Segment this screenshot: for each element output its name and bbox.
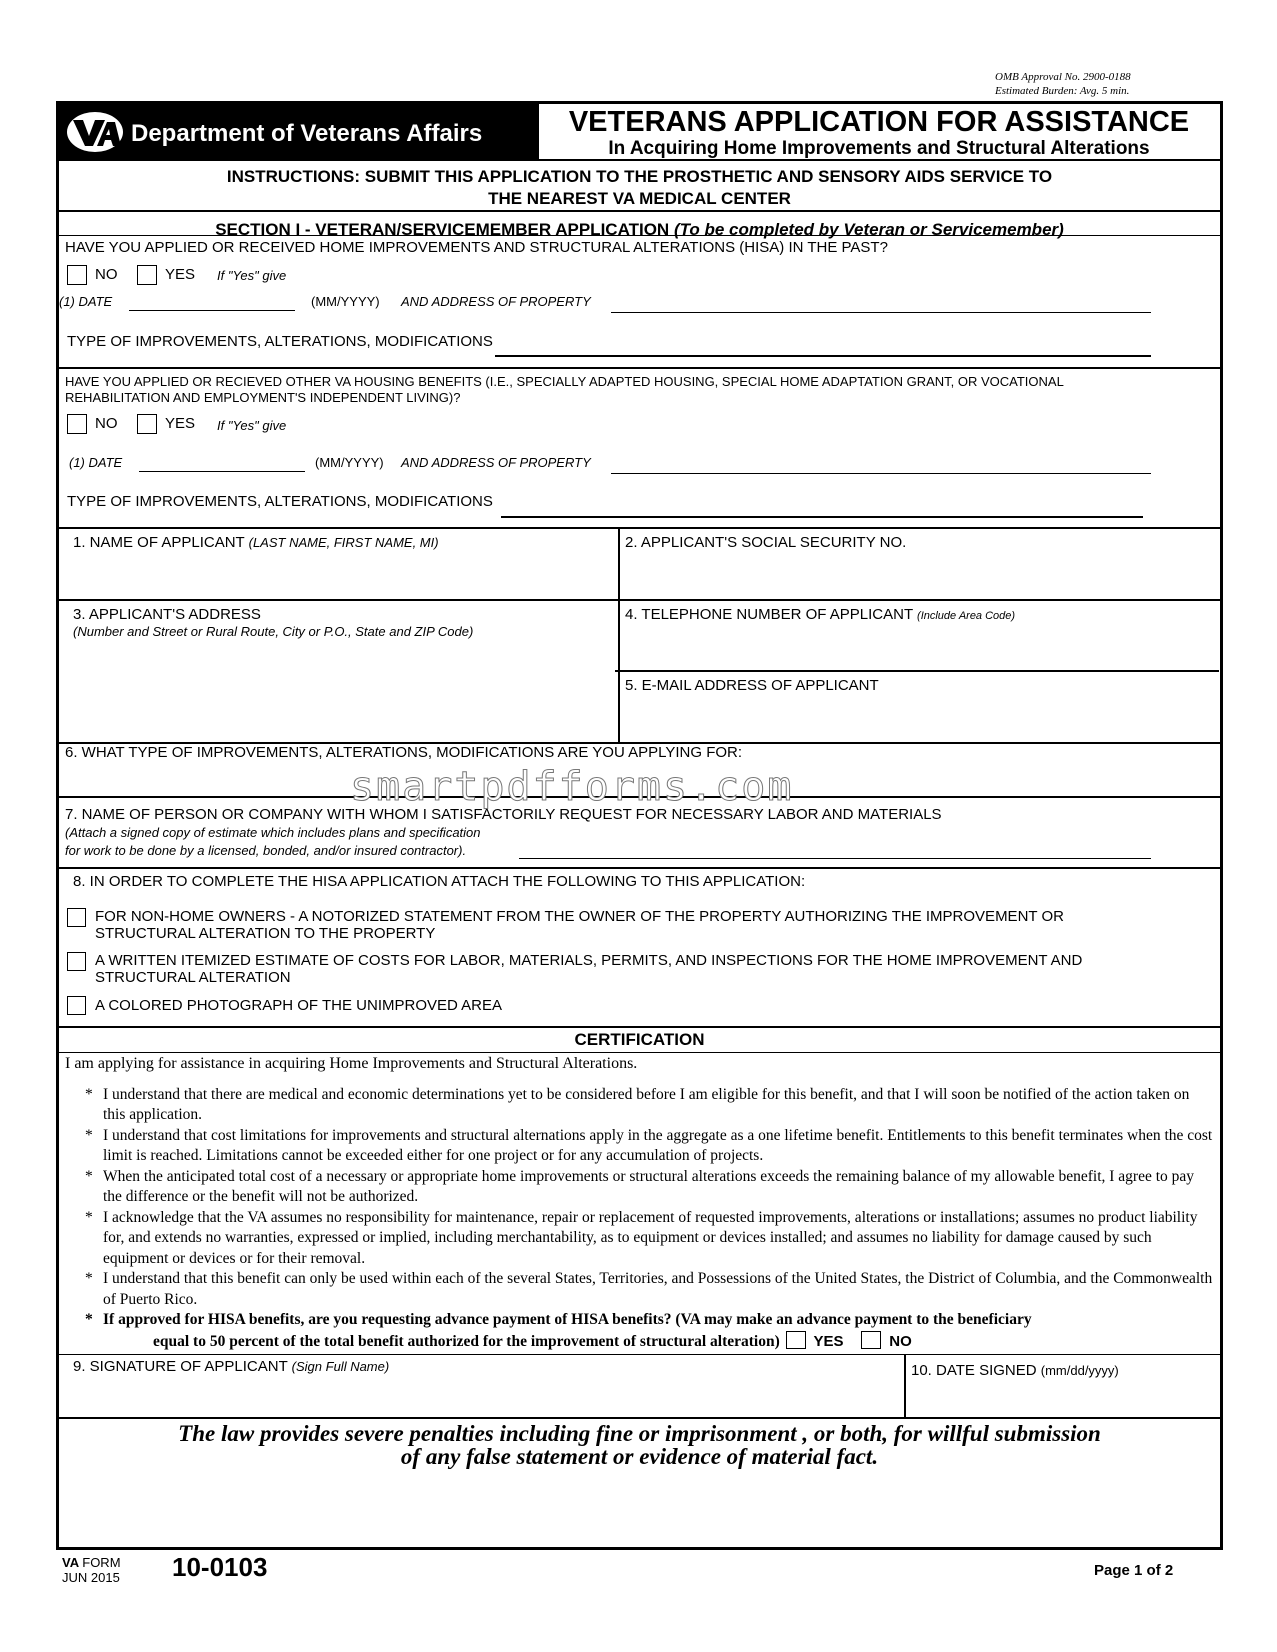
- field-10-title: 10. DATE SIGNED: [911, 1362, 1037, 1379]
- hisa-if-yes: If "Yes" give: [217, 268, 287, 283]
- advance-no-label: NO: [889, 1332, 912, 1350]
- penalty-line-2: of any false statement or evidence of material fact.: [400, 1444, 879, 1469]
- department-banner: [59, 104, 539, 160]
- footer-va: VA: [62, 1555, 79, 1570]
- applicant-address-input[interactable]: [61, 644, 617, 740]
- field-9-note: (Sign Full Name): [291, 1359, 390, 1374]
- hisa-date-format: (MM/YYYY): [311, 294, 380, 309]
- other-type-label: TYPE OF IMPROVEMENTS, ALTERATIONS, MODIFICATIONS: [67, 493, 493, 510]
- certification-bullet-4-text: I acknowledge that the VA assumes no responsibility for maintenance, repair or replacement of requested improvements, alterations or installations; assumes no product liability for, and extends no warranties, expressed or implied, including merchantability, as to equipment or devices installed; and assumes no liability for damage caused by such equipment or devices or for their removal.: [103, 1208, 1198, 1267]
- divider: [59, 367, 1220, 369]
- field-9-label: [73, 1358, 389, 1375]
- va-seal-icon: [65, 110, 125, 154]
- bullet-mark: *: [85, 1270, 93, 1287]
- certification-text: [65, 1054, 1215, 1352]
- attach-estimate-checkbox[interactable]: [67, 952, 86, 971]
- divider: [618, 528, 620, 743]
- field-5-label: 5. E-MAIL ADDRESS OF APPLICANT: [625, 677, 879, 694]
- section-1-note: (To be completed by Veteran or Servicemember): [673, 220, 1064, 239]
- attach-item-2: [95, 952, 1082, 986]
- field-8-label: 8. IN ORDER TO COMPLETE THE HISA APPLICATION ATTACH THE FOLLOWING TO THIS APPLICATION:: [73, 873, 806, 890]
- certification-bullet-2: [65, 1126, 1215, 1167]
- instructions-line-2: THE NEAREST VA MEDICAL CENTER: [488, 189, 791, 208]
- hisa-date-input[interactable]: [129, 310, 295, 311]
- certification-bullet-6: [65, 1310, 1215, 1331]
- divider: [904, 1355, 906, 1417]
- watermark: smartpdfforms.com: [350, 764, 794, 810]
- advance-yes-checkbox[interactable]: [786, 1331, 806, 1349]
- field-4-note: (Include Area Code): [917, 610, 1016, 622]
- attach-item-3: A COLORED PHOTOGRAPH OF THE UNIMPROVED AREA: [95, 997, 503, 1014]
- applicant-name-input[interactable]: [61, 554, 617, 598]
- field-1-title: 1. NAME OF APPLICANT: [73, 534, 245, 551]
- omb-block: [995, 70, 1131, 98]
- other-question-line-2: REHABILITATION AND EMPLOYMENT'S INDEPENDENT LIVING)?: [65, 390, 461, 405]
- penalty-notice: [59, 1422, 1220, 1468]
- form-title-block: [539, 104, 1219, 160]
- hisa-date-label: (1) DATE: [59, 294, 113, 309]
- field-3-note: (Number and Street or Rural Route, City or P.O., State and ZIP Code): [73, 624, 474, 639]
- other-address-input[interactable]: [611, 473, 1151, 474]
- other-date-input[interactable]: [139, 471, 305, 472]
- divider: [59, 599, 1220, 601]
- certification-bullet-4: [65, 1208, 1215, 1270]
- omb-burden: Estimated Burden: Avg. 5 min.: [995, 85, 1130, 97]
- bullet-mark: *: [85, 1311, 93, 1328]
- signature-input[interactable]: [61, 1378, 901, 1414]
- section-1-title: SECTION I - VETERAN/SERVICEMEMBER APPLICATION: [215, 220, 670, 239]
- advance-payment-question-2: equal to 50 percent of the total benefit authorized for the improvement of structural alteration): [153, 1332, 780, 1350]
- certification-bullet-1: [65, 1085, 1215, 1126]
- field-4-label: [625, 606, 1015, 623]
- certification-intro: I am applying for assistance in acquiring Home Improvements and Structural Alterations.: [65, 1055, 638, 1072]
- bullet-mark: *: [85, 1167, 93, 1185]
- divider: [59, 235, 1220, 236]
- field-7-label: 7. NAME OF PERSON OR COMPANY WITH WHOM I SATISFACTORILY REQUEST FOR NECESSARY LABOR AND MATERIALS: [65, 806, 942, 823]
- advance-payment-line-2: [65, 1331, 1215, 1353]
- other-no-label: NO: [95, 415, 118, 432]
- field-10-label: [911, 1362, 1119, 1379]
- other-date-label: (1) DATE: [69, 455, 123, 470]
- certification-bullet-1-text: I understand that there are medical and economic determinations yet to be considered before I am eligible for this benefit, and that I will soon be notified of the action taken on this application.: [103, 1085, 1190, 1123]
- form-subtitle: In Acquiring Home Improvements and Structural Alterations: [608, 138, 1150, 159]
- instructions-line-1: INSTRUCTIONS: SUBMIT THIS APPLICATION TO THE PROSTHETIC AND SENSORY AIDS SERVICE TO: [226, 167, 1053, 186]
- other-address-label: AND ADDRESS OF PROPERTY: [401, 455, 591, 470]
- hisa-yes-label: YES: [165, 266, 196, 283]
- field-2-label: 2. APPLICANT'S SOCIAL SECURITY NO.: [625, 534, 907, 551]
- other-question-line-1: HAVE YOU APPLIED OR RECIEVED OTHER VA HOUSING BENEFITS (I.E., SPECIALLY ADAPTED HOUSING, SPECIAL HOME ADAPTATION GRANT, OR VOCATIONAL: [65, 374, 1064, 389]
- bullet-mark: *: [85, 1085, 93, 1103]
- attach-item-1: [95, 908, 1064, 942]
- certification-heading: CERTIFICATION: [574, 1030, 705, 1049]
- footer-form: FORM: [82, 1555, 121, 1570]
- other-yes-label: YES: [165, 415, 196, 432]
- attach-item-2-line-1: A WRITTEN ITEMIZED ESTIMATE OF COSTS FOR LABOR, MATERIALS, PERMITS, AND INSPECTIONS FOR THE HOME IMPROVEMENT AND: [95, 952, 1083, 969]
- department-name: Department of Veterans Affairs: [131, 120, 483, 147]
- advance-yes-label: YES: [813, 1332, 844, 1350]
- advance-no-checkbox[interactable]: [861, 1331, 881, 1349]
- instructions: [59, 166, 1220, 210]
- divider: [59, 1354, 1220, 1355]
- divider: [59, 159, 1220, 161]
- field-7-note-1: (Attach a signed copy of estimate which includes plans and specification: [65, 825, 481, 840]
- page-number: Page 1 of 2: [1094, 1562, 1174, 1579]
- email-input[interactable]: [621, 697, 1219, 741]
- hisa-yes-checkbox[interactable]: [137, 265, 157, 285]
- divider: [59, 1417, 1220, 1419]
- omb-approval: OMB Approval No. 2900-0188: [995, 71, 1131, 83]
- form-id-block: [62, 1555, 121, 1585]
- field-1-note: (LAST NAME, FIRST NAME, MI): [248, 535, 439, 550]
- hisa-address-input[interactable]: [611, 312, 1151, 313]
- field-1-label: [73, 534, 439, 551]
- attach-item-1-line-1: FOR NON-HOME OWNERS - A NOTORIZED STATEMENT FROM THE OWNER OF THE PROPERTY AUTHORIZING THE IMPROVEMENT OR: [95, 908, 1064, 925]
- form-number: 10-0103: [172, 1552, 268, 1582]
- field-10-note: (mm/dd/yyyy): [1040, 1363, 1119, 1378]
- field-9-title: 9. SIGNATURE OF APPLICANT: [73, 1358, 288, 1375]
- other-if-yes: If "Yes" give: [217, 418, 287, 433]
- certification-bullet-3-text: When the anticipated total cost of a necessary or appropriate home improvements or structural alterations exceeds the remaining balance of my allowable benefit, I agree to pay the difference or the benefit will not be authorized.: [103, 1167, 1195, 1205]
- divider: [59, 210, 1220, 212]
- contractor-input[interactable]: [519, 858, 1151, 859]
- footer-date: JUN 2015: [62, 1570, 120, 1585]
- hisa-type-label: TYPE OF IMPROVEMENTS, ALTERATIONS, MODIFICATIONS: [67, 333, 493, 350]
- certification-bullet-3: [65, 1167, 1215, 1208]
- field-7-note-2: for work to be done by a licensed, bonded, and/or insured contractor).: [65, 843, 467, 858]
- other-date-format: (MM/YYYY): [315, 455, 384, 470]
- divider: [59, 527, 1220, 529]
- form-title: VETERANS APPLICATION FOR ASSISTANCE: [568, 106, 1190, 138]
- divider: [59, 1052, 1220, 1053]
- attach-item-1-line-2: STRUCTURAL ALTERATION TO THE PROPERTY: [95, 925, 436, 942]
- hisa-question: HAVE YOU APPLIED OR RECEIVED HOME IMPROVEMENTS AND STRUCTURAL ALTERATIONS (HISA) IN THE PAST?: [65, 239, 888, 256]
- hisa-type-input[interactable]: [495, 355, 1151, 357]
- divider: [59, 867, 1220, 869]
- attach-photo-checkbox[interactable]: [67, 996, 86, 1015]
- certification-bullet-5: [65, 1269, 1215, 1310]
- telephone-input[interactable]: [621, 626, 1219, 670]
- field-3-label: 3. APPLICANT'S ADDRESS: [73, 606, 261, 623]
- field-6-label: 6. WHAT TYPE OF IMPROVEMENTS, ALTERATIONS, MODIFICATIONS ARE YOU APPLYING FOR:: [65, 744, 743, 761]
- penalty-line-1: The law provides severe penalties including fine or imprisonment , or both, for willful submission: [178, 1421, 1101, 1446]
- hisa-address-label: AND ADDRESS OF PROPERTY: [401, 294, 591, 309]
- date-signed-input[interactable]: [909, 1382, 1217, 1414]
- bullet-mark: *: [85, 1208, 93, 1226]
- application-form: [56, 101, 1223, 1550]
- bullet-mark: *: [85, 1126, 93, 1144]
- divider: [59, 1026, 1220, 1028]
- section-1-heading: [59, 220, 1220, 240]
- other-yes-checkbox[interactable]: [137, 414, 157, 434]
- ssn-input[interactable]: [621, 554, 1219, 598]
- certification-bullet-2-text: I understand that cost limitations for improvements and structural alternations apply in the aggregate as a one lifetime benefit. Entitlements to this benefit terminates when the cost limit is reached. Limitations cannot be exceeded either for one project or for any accumulation of projects.: [103, 1126, 1213, 1164]
- other-type-input[interactable]: [501, 516, 1143, 518]
- other-no-checkbox[interactable]: [67, 414, 87, 434]
- field-4-title: 4. TELEPHONE NUMBER OF APPLICANT: [625, 606, 913, 623]
- hisa-no-label: NO: [95, 266, 118, 283]
- certification-bullet-5-text: I understand that this benefit can only be used within each of the several States, Territories, and Possessions of the United States, the District of Columbia, and the Commonwealth of Puerto Rico.: [103, 1270, 1213, 1308]
- divider: [615, 670, 1219, 672]
- attach-item-2-line-2: STRUCTURAL ALTERATION: [95, 969, 291, 986]
- hisa-no-checkbox[interactable]: [67, 265, 87, 285]
- advance-payment-question: If approved for HISA benefits, are you requesting advance payment of HISA benefits? (VA may make an advance payment to the beneficiary: [103, 1311, 1032, 1328]
- attach-owner-statement-checkbox[interactable]: [67, 908, 86, 927]
